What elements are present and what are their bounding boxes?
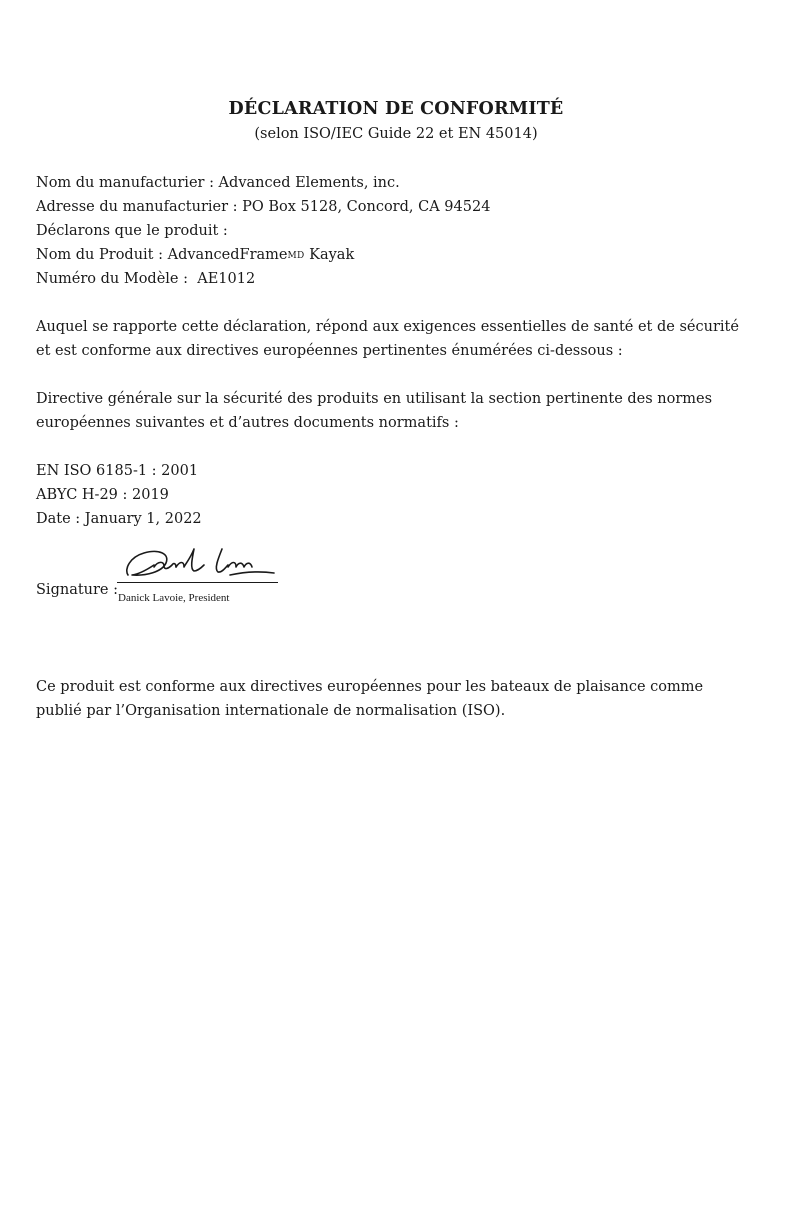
signature-label: Signature :	[36, 582, 119, 598]
model-number: Numéro du Modèle : AE1012	[36, 271, 256, 287]
document-subtitle: (selon ISO/IEC Guide 22 et EN 45014)	[254, 126, 538, 142]
conformity-statement-line-1: Auquel se rapporte cette déclaration, répond aux exigences essentielles de santé et de sécurité	[36, 319, 739, 335]
declaration-date: Date : January 1, 2022	[36, 511, 202, 527]
standard-abyc: ABYC H-29 : 2019	[36, 487, 169, 503]
directive-line-2: européennes suivantes et d’autres documents normatifs :	[36, 415, 459, 431]
standard-en-iso: EN ISO 6185-1 : 2001	[36, 463, 199, 479]
closing-statement-line-1: Ce produit est conforme aux directives européennes pour les bateaux de plaisance comme	[36, 679, 704, 695]
product-name	[36, 246, 354, 265]
conformity-statement-line-2: et est conforme aux directives européennes pertinentes énumérées ci-dessous :	[36, 343, 623, 359]
document-title: DÉCLARATION DE CONFORMITÉ	[228, 99, 564, 119]
signatory-name: Danick Lavoie, President	[118, 592, 230, 604]
signature-line	[117, 582, 278, 583]
product-name-suffix: Kayak	[304, 247, 355, 263]
handwritten-signature	[118, 545, 278, 581]
manufacturer-address: Adresse du manufacturier : PO Box 5128, Concord, CA 94524	[36, 199, 491, 215]
manufacturer-name: Nom du manufacturier : Advanced Elements, inc.	[36, 175, 400, 191]
product-name-mark: MD	[287, 251, 305, 261]
directive-line-1: Directive générale sur la sécurité des produits en utilisant la section pertinente des normes	[36, 391, 713, 407]
closing-statement-line-2: publié par l’Organisation internationale de normalisation (ISO).	[36, 703, 506, 719]
declaration-intro: Déclarons que le produit :	[36, 223, 228, 239]
product-name-prefix: Nom du Produit : AdvancedFrame	[36, 247, 288, 263]
